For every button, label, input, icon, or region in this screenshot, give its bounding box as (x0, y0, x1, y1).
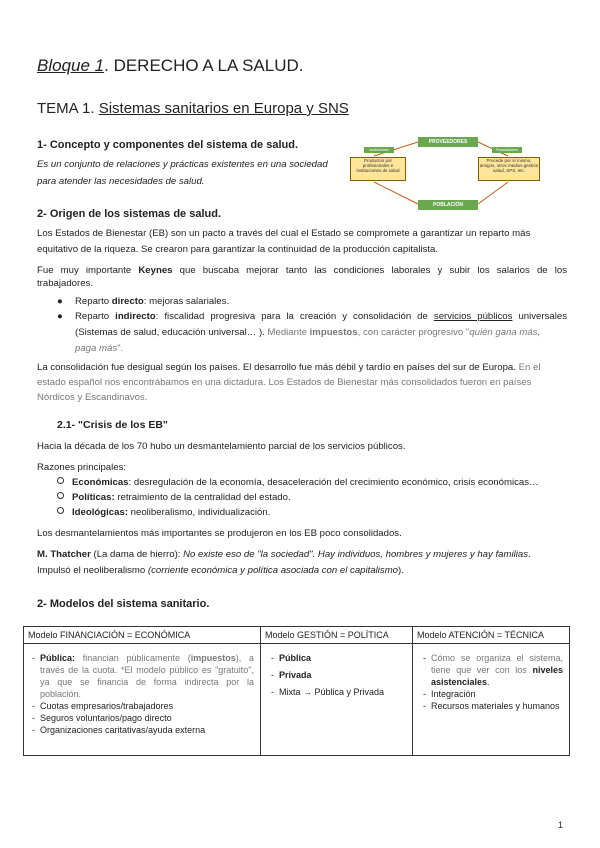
col1-item1-t1: financian públicamente ( (75, 653, 191, 663)
section2-p3-line1 (37, 361, 540, 375)
col3-item1-a: Cómo se organiza el sistema, tiene que ver con los (431, 653, 563, 675)
col2-item-mixta: - Mixta → Pública y Privada (269, 686, 406, 698)
section21-heading: 2.1- "Crisis de los EB" (57, 419, 168, 431)
col3-cell (413, 644, 570, 756)
p3-l1-b: En el (515, 362, 541, 373)
p3-l1-a: La consolidación fue desigual según los países. El desarrollo fue más débil y tardío en países del sur de Europa. (37, 362, 516, 373)
bullet2-l2-d: , con carácter progresivo " (357, 327, 470, 338)
bullet2-l2-b: Mediante (267, 327, 310, 338)
razon-ideologicas (57, 506, 270, 520)
models-table (23, 626, 570, 756)
section2-heading: 2- Origen de los sistemas de salud. (37, 208, 222, 220)
bullet2-b: indirecto (115, 311, 156, 322)
table-row (24, 644, 570, 756)
section2-p3-line3: Nórdicos y Escandinavos. (37, 392, 148, 403)
bullet-reparto-indirecto (57, 310, 567, 356)
col1-item1-t2: impuestos (190, 653, 236, 663)
col2-item2: Privada (279, 670, 312, 680)
right-small-box: Financiadores (492, 147, 522, 153)
r1-b: Económicas (72, 477, 129, 488)
keynes-name: Keynes (138, 265, 173, 276)
thatcher-name: M. Thatcher (37, 549, 91, 560)
col3-item-integracion: - Integración (421, 688, 563, 700)
section1-heading: 1- Concepto y componentes del sistema de salud. (37, 139, 299, 151)
col3-item1-end: . (487, 677, 490, 687)
col1-item-publica (30, 652, 254, 700)
thatcher-quote: No existe eso de "la sociedad". Hay individuos, hombres y mujeres y hay familias (183, 549, 528, 560)
bullet1-a: Reparto (75, 296, 112, 307)
razon-economicas (57, 476, 539, 490)
section1-line2: para atender las necesidades de salud. (37, 176, 205, 187)
thatcher-a: (La dama de hierro): (90, 549, 184, 560)
page-number: 1 (558, 820, 564, 830)
col2-cell (261, 644, 413, 756)
r1-t: : desregulación de la economía, desaceleración del crecimiento económico, crisis económicas… (128, 477, 539, 488)
tema-prefix: TEMA 1. (37, 100, 99, 117)
circle-bullet (57, 477, 64, 484)
col3-item-recursos: - Recursos materiales y humanos (421, 700, 563, 712)
bullet2-l2-e: quién gana más, (469, 327, 541, 338)
poblacion-box: POBLACIÓN (418, 200, 478, 210)
right-box: Procede por sí mismo, amigos, otros medios gestión salud, SPS, etc. (478, 157, 540, 181)
col1-item-cuotas: - Cuotas empresarios/trabajadores (30, 700, 254, 712)
section2-p2-line1 (37, 264, 567, 278)
r2-b: Políticas: (72, 492, 115, 503)
col2-header: Modelo GESTIÓN = POLÍTICA (261, 627, 413, 644)
circle-bullet (57, 507, 64, 514)
bullet-dot: ● (57, 296, 63, 307)
col1-header: Modelo FINANCIACIÓN = ECONÓMICA (24, 627, 261, 644)
bullet2-c: : fiscalidad progresiva para la creación y consolidación de (155, 311, 434, 322)
tema-title: Sistemas sanitarios en Europa y SNS (98, 100, 349, 117)
section21-p2: Los desmantelamientos más importantes se produjeron en los EB poco consolidados. (37, 528, 402, 539)
left-box: Productos por profesionales e instituciones de salud (350, 157, 406, 181)
neoliberalismo-line (37, 564, 404, 578)
bloque-title: . DERECHO A LA SALUD. (104, 56, 304, 75)
r3-t: neoliberalismo, individualización. (127, 507, 271, 518)
bullet2-a: Reparto (75, 311, 116, 322)
col3-item-organizacion (421, 652, 563, 688)
col1-item1-b: Pública: (40, 653, 76, 663)
p4-i: (corriente económica y política asociada con el capitalismo (147, 565, 399, 576)
section3-heading: 2- Modelos del sistema sanitario. (37, 598, 210, 610)
health-system-diagram (348, 134, 570, 218)
table-header-row (24, 627, 570, 644)
col1-item1-t3: ), a través de la cuota. *El modelo público es "gratuito", ya que se financia de forma indirecta por la población. (40, 653, 254, 699)
section2-p1-line1: Los Estados de Bienestar (EB) son un pacto a través del cual el Estado se compromete a garantizar un reparto más (37, 228, 531, 239)
col2-item-publica (269, 652, 406, 664)
thatcher-line (37, 548, 531, 562)
bloque-label: Bloque 1 (37, 56, 105, 75)
col3-item1-b: niveles asistenciales (431, 665, 563, 687)
p4-end: ). (398, 565, 404, 576)
thatcher-end: . (528, 549, 531, 560)
p4-a: Impulsó el neoliberalismo (37, 565, 148, 576)
col2-item1: Pública (279, 653, 312, 663)
bullet2-l3-end: ". (117, 343, 124, 354)
p2-c: que buscaba mejorar tanto las condiciones laborales y subir los salarios de los (172, 265, 568, 276)
bullet2-l2-a: (Sistemas de salud, educación universal… ). (75, 327, 268, 338)
section2-p1-line2: equitativo de la riqueza. Se crearon para garantizar la continuidad de la producción capitalista. (37, 244, 439, 255)
tema-heading (37, 100, 349, 117)
section2-p3-line2: estado español nos encontrábamos en una dictadura. Los Estados de Bienestar más consolidados fueron en países (37, 377, 532, 388)
razones-label: Razones principales: (37, 462, 127, 473)
bullet2-d: servicios públicos (433, 311, 513, 322)
bullet1-b: directo (111, 296, 144, 307)
bullet2-e: universales (512, 311, 567, 322)
left-small-box: Instituciones (364, 147, 394, 153)
razon-politicas (57, 491, 291, 505)
r2-t: retraimiento de la centralidad del estado. (114, 492, 291, 503)
col2-item-privada (269, 669, 406, 681)
bullet2-l2-c: impuestos (309, 327, 358, 338)
col3-header: Modelo ATENCIÓN = TÉCNICA (413, 627, 570, 644)
col1-item-organizaciones: - Organizaciones caritativas/ayuda externa (30, 724, 254, 736)
section1-line1: Es un conjunto de relaciones y prácticas existentes en una sociedad (37, 159, 328, 170)
section2-p2-line2: trabajadores. (37, 278, 93, 289)
bullet1-c: : mejoras salariales. (143, 296, 230, 307)
col1-cell (24, 644, 261, 756)
bullet-dot: ● (57, 311, 63, 322)
proveedores-box: PROVEEDORES (418, 137, 478, 147)
r3-b: Ideológicas: (72, 507, 128, 518)
bloque-heading (37, 56, 303, 76)
col1-item-seguros: - Seguros voluntarios/pago directo (30, 712, 254, 724)
bullet2-l3: paga más (75, 343, 118, 354)
bullet-reparto-directo (57, 295, 229, 309)
circle-bullet (57, 492, 64, 499)
p2-a: Fue muy importante (37, 265, 139, 276)
section21-p1: Hacia la década de los 70 hubo un desmantelamiento parcial de los servicios públicos. (37, 441, 406, 452)
